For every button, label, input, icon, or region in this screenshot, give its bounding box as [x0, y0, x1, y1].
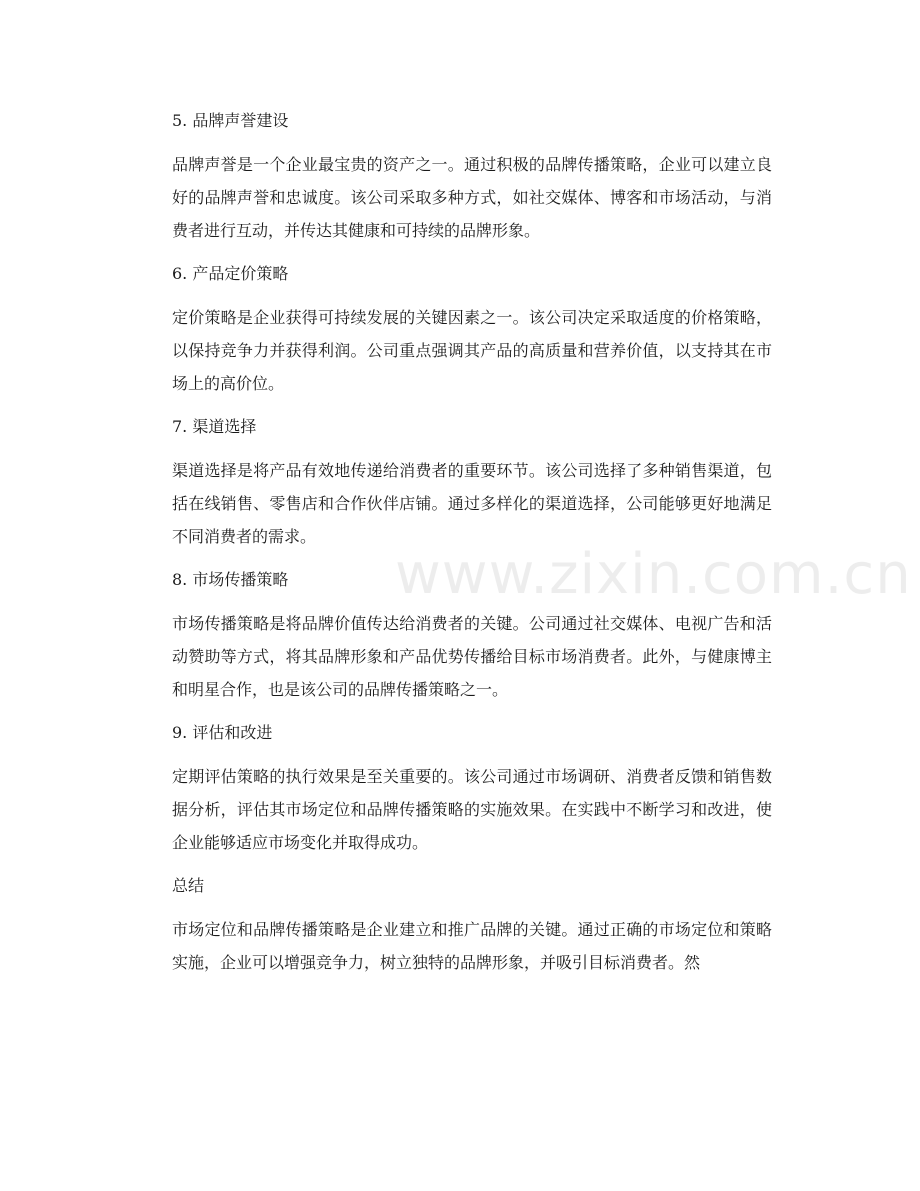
watermark: www.zixin.com.cn: [395, 542, 912, 607]
section-heading: 9. 评估和改进: [172, 723, 273, 742]
section-brand-reputation: [172, 104, 772, 247]
section-evaluation-improvement: [172, 716, 772, 859]
section-heading: 6. 产品定价策略: [172, 264, 289, 283]
section-heading: 总结: [172, 876, 205, 895]
section-heading: 8. 市场传播策略: [172, 570, 289, 589]
section-paragraph: 品牌声誉是一个企业最宝贵的资产之一。通过积极的品牌传播策略，企业可以建立良好的品牌声誉和忠诚度。该公司采取多种方式，如社交媒体、博客和市场活动，与消费者进行互动，并传达其健康和可持续的品牌形象。: [172, 155, 772, 240]
section-paragraph: 定价策略是企业获得可持续发展的关键因素之一。该公司决定采取适度的价格策略，以保持竞争力并获得利润。公司重点强调其产品的高质量和营养价值，以支持其在市场上的高价位。: [172, 308, 772, 393]
section-paragraph: 定期评估策略的执行效果是至关重要的。该公司通过市场调研、消费者反馈和销售数据分析，评估其市场定位和品牌传播策略的实施效果。在实践中不断学习和改进，使企业能够适应市场变化并取得成功。: [172, 767, 772, 852]
section-paragraph: 市场传播策略是将品牌价值传达给消费者的关键。公司通过社交媒体、电视广告和活动赞助等方式，将其品牌形象和产品优势传播给目标市场消费者。此外，与健康博主和明星合作，也是该公司的品牌传播策略之一。: [172, 614, 772, 699]
section-pricing-strategy: [172, 257, 772, 400]
section-paragraph: 渠道选择是将产品有效地传递给消费者的重要环节。该公司选择了多种销售渠道，包括在线销售、零售店和合作伙伴店铺。通过多样化的渠道选择，公司能够更好地满足不同消费者的需求。: [172, 461, 772, 546]
section-channel-selection: [172, 410, 772, 553]
section-heading: 7. 渠道选择: [172, 417, 257, 436]
section-heading: 5. 品牌声誉建设: [172, 111, 289, 130]
section-summary: [172, 869, 772, 979]
section-paragraph: 市场定位和品牌传播策略是企业建立和推广品牌的关键。通过正确的市场定位和策略实施，企业可以增强竞争力，树立独特的品牌形象，并吸引目标消费者。然: [172, 920, 772, 972]
